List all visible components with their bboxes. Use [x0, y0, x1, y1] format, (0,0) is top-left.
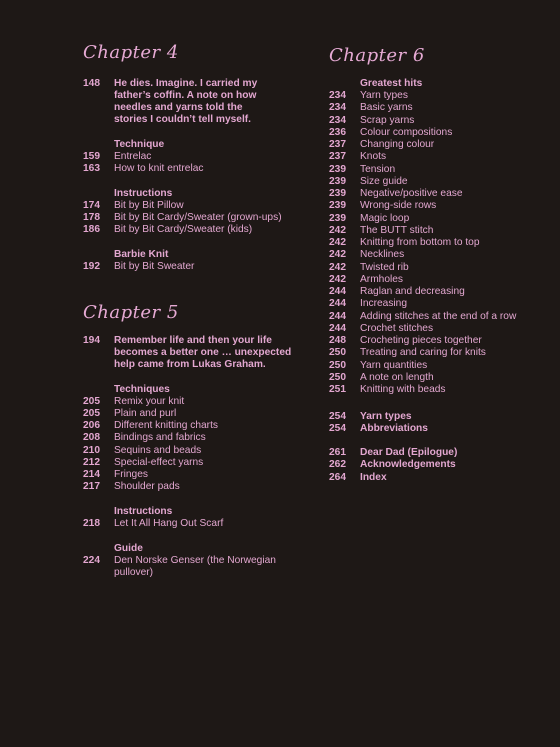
entry-title: Changing colour — [360, 139, 435, 150]
page-number: 250 — [329, 371, 346, 383]
page-number: 250 — [329, 347, 346, 359]
page-number: 239 — [329, 163, 346, 175]
page-number: 242 — [329, 237, 346, 248]
chapter-4-heading: Chapter 4 — [83, 42, 179, 63]
entry-title: Yarn types — [360, 411, 412, 422]
entry-title: Adding stitches at the end of a row — [360, 310, 517, 322]
entry-title: Yarn types — [360, 90, 408, 101]
chapter-6-heading: Chapter 6 — [329, 45, 425, 66]
page-number: 234 — [329, 114, 346, 126]
page-number: 239 — [329, 188, 346, 199]
entry-title: Crochet stitches — [360, 322, 434, 334]
page-number: 242 — [329, 273, 346, 285]
page-number: 244 — [329, 286, 346, 297]
page-number: 261 — [329, 447, 346, 458]
entry-title: The BUTT stitch — [360, 224, 434, 236]
entry-title: Knitting with beads — [360, 384, 446, 395]
page-number: 254 — [329, 411, 346, 422]
entry-title: Armholes — [360, 273, 404, 285]
entry-title: Index — [360, 471, 387, 483]
entry-title: Dear Dad (Epilogue) — [360, 447, 458, 458]
entry-title: Knots — [360, 151, 387, 163]
page-number: 242 — [329, 224, 346, 236]
page-number: 264 — [329, 471, 346, 483]
entry-title: A note on length — [360, 371, 434, 383]
entry-title: Basic yarns — [360, 102, 413, 114]
entry-title: Wrong-side rows — [360, 200, 437, 212]
page-number: 239 — [329, 175, 346, 187]
page-number: 234 — [329, 102, 346, 114]
page-number: 242 — [329, 249, 346, 261]
entry-title: Necklines — [360, 249, 405, 261]
entry-title: Treating and caring for knits — [360, 347, 486, 359]
entry-title: Acknowledgements — [360, 459, 456, 471]
entry-title: Twisted rib — [360, 261, 409, 273]
entry-title: Crocheting pieces together — [360, 335, 482, 346]
entry-title: Size guide — [360, 175, 408, 187]
entry-title: Yarn quantities — [360, 359, 428, 371]
entry-title: Increasing — [360, 298, 408, 310]
page-number: 237 — [329, 151, 346, 163]
entry-title: Scrap yarns — [360, 114, 415, 126]
page-number: 236 — [329, 126, 346, 138]
page-number: 244 — [329, 310, 346, 322]
chapter-5-heading: Chapter 5 — [83, 302, 179, 323]
page-number: 239 — [329, 212, 346, 224]
entry-title: Magic loop — [360, 212, 410, 224]
page-number: 244 — [329, 298, 346, 310]
entry-title: Colour compositions — [360, 126, 453, 138]
entry-title: Tension — [360, 163, 396, 175]
page-number: 250 — [329, 359, 346, 371]
page-number: 234 — [329, 90, 346, 101]
page-number: 262 — [329, 459, 346, 471]
page-number: 242 — [329, 261, 346, 273]
page-number: 239 — [329, 200, 346, 212]
page-number: 237 — [329, 139, 346, 150]
page-number: 248 — [329, 335, 346, 346]
entry-title: Negative/positive ease — [360, 188, 463, 199]
entry-title: Abbreviations — [360, 423, 428, 435]
entry-title: Raglan and decreasing — [360, 286, 465, 297]
page-number: 251 — [329, 384, 346, 395]
page-number: 254 — [329, 423, 346, 435]
page-number: 244 — [329, 322, 346, 334]
entry-title: Knitting from bottom to top — [360, 237, 480, 248]
